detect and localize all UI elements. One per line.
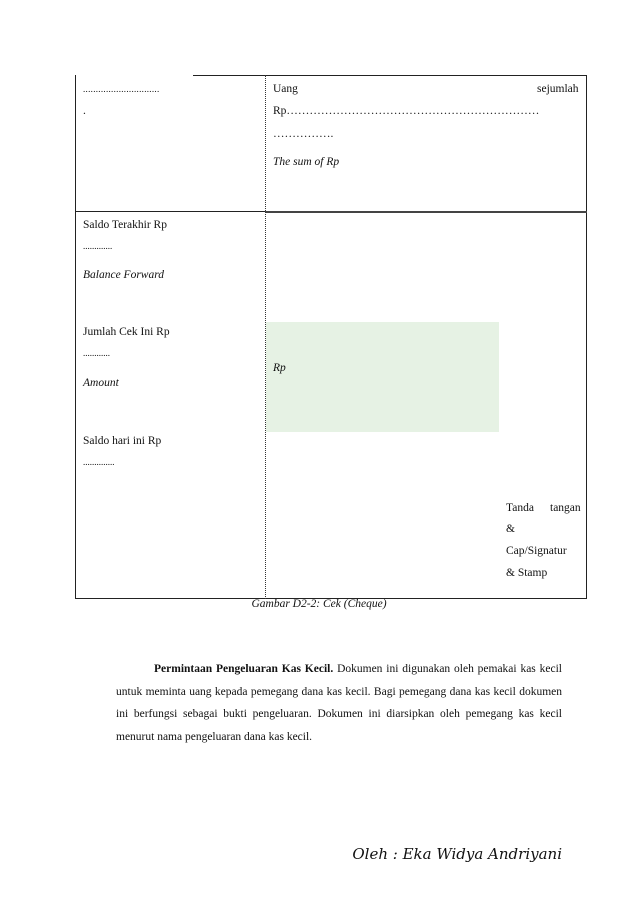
top-left-dots: .............................. [83, 84, 160, 94]
paragraph-heading: Permintaan Pengeluaran Kas Kecil. [154, 663, 334, 675]
signature-tanda: Tanda [506, 502, 534, 514]
jumlah-cek-label: Jumlah Cek Ini Rp [83, 326, 170, 338]
body-paragraph [116, 658, 562, 748]
signature-cap: Cap/Signatur [506, 545, 567, 557]
right-border [586, 75, 587, 599]
rp-box-label: Rp [273, 362, 286, 374]
saldo-terakhir-label: Saldo Terakhir Rp [83, 219, 167, 231]
top-border-short [193, 75, 265, 76]
amount-word-sejumlah: sejumlah [537, 83, 579, 95]
top-border [265, 75, 587, 76]
author-credit: Oleh : Eka Widya Andriyani [352, 845, 562, 863]
paragraph-body: Dokumen ini digunakan oleh pemakai kas kecil untuk meminta uang kepada pemegang dana kas kecil. Bagi pemegang dana kas kecil dokumen ini berfungsi sebagai bukti pengeluaran. Dokumen ini diarsipkan oleh pemegang kas kecil menurut nama pengeluaran dana kas kecil. [116, 663, 562, 743]
saldo-terakhir-dots: ............. [83, 241, 113, 251]
signature-tangan: tangan [550, 502, 581, 514]
saldo-hari-ini-label: Saldo hari ini Rp [83, 435, 162, 447]
amount-rp-line-2: ……………. [273, 128, 334, 140]
figure-caption: Gambar D2-2: Cek (Cheque) [251, 598, 387, 610]
top-left-dot: . [83, 105, 86, 117]
signature-ampersand: & [506, 523, 515, 535]
amount-word-uang: Uang [273, 83, 298, 95]
signature-stamp: & Stamp [506, 567, 548, 579]
amount-label: Amount [83, 377, 119, 389]
jumlah-cek-dots: ............ [83, 348, 110, 358]
row-divider-right [265, 211, 587, 213]
row-divider-left [75, 211, 265, 212]
left-border [75, 75, 76, 599]
amount-english-label: The sum of Rp [273, 156, 340, 168]
cheque-form [75, 75, 587, 599]
rp-amount-box [266, 322, 499, 432]
balance-forward-label: Balance Forward [83, 269, 165, 281]
saldo-hari-ini-dots: .............. [83, 457, 115, 467]
amount-rp-line: Rp………………………………………………………… [273, 105, 540, 117]
